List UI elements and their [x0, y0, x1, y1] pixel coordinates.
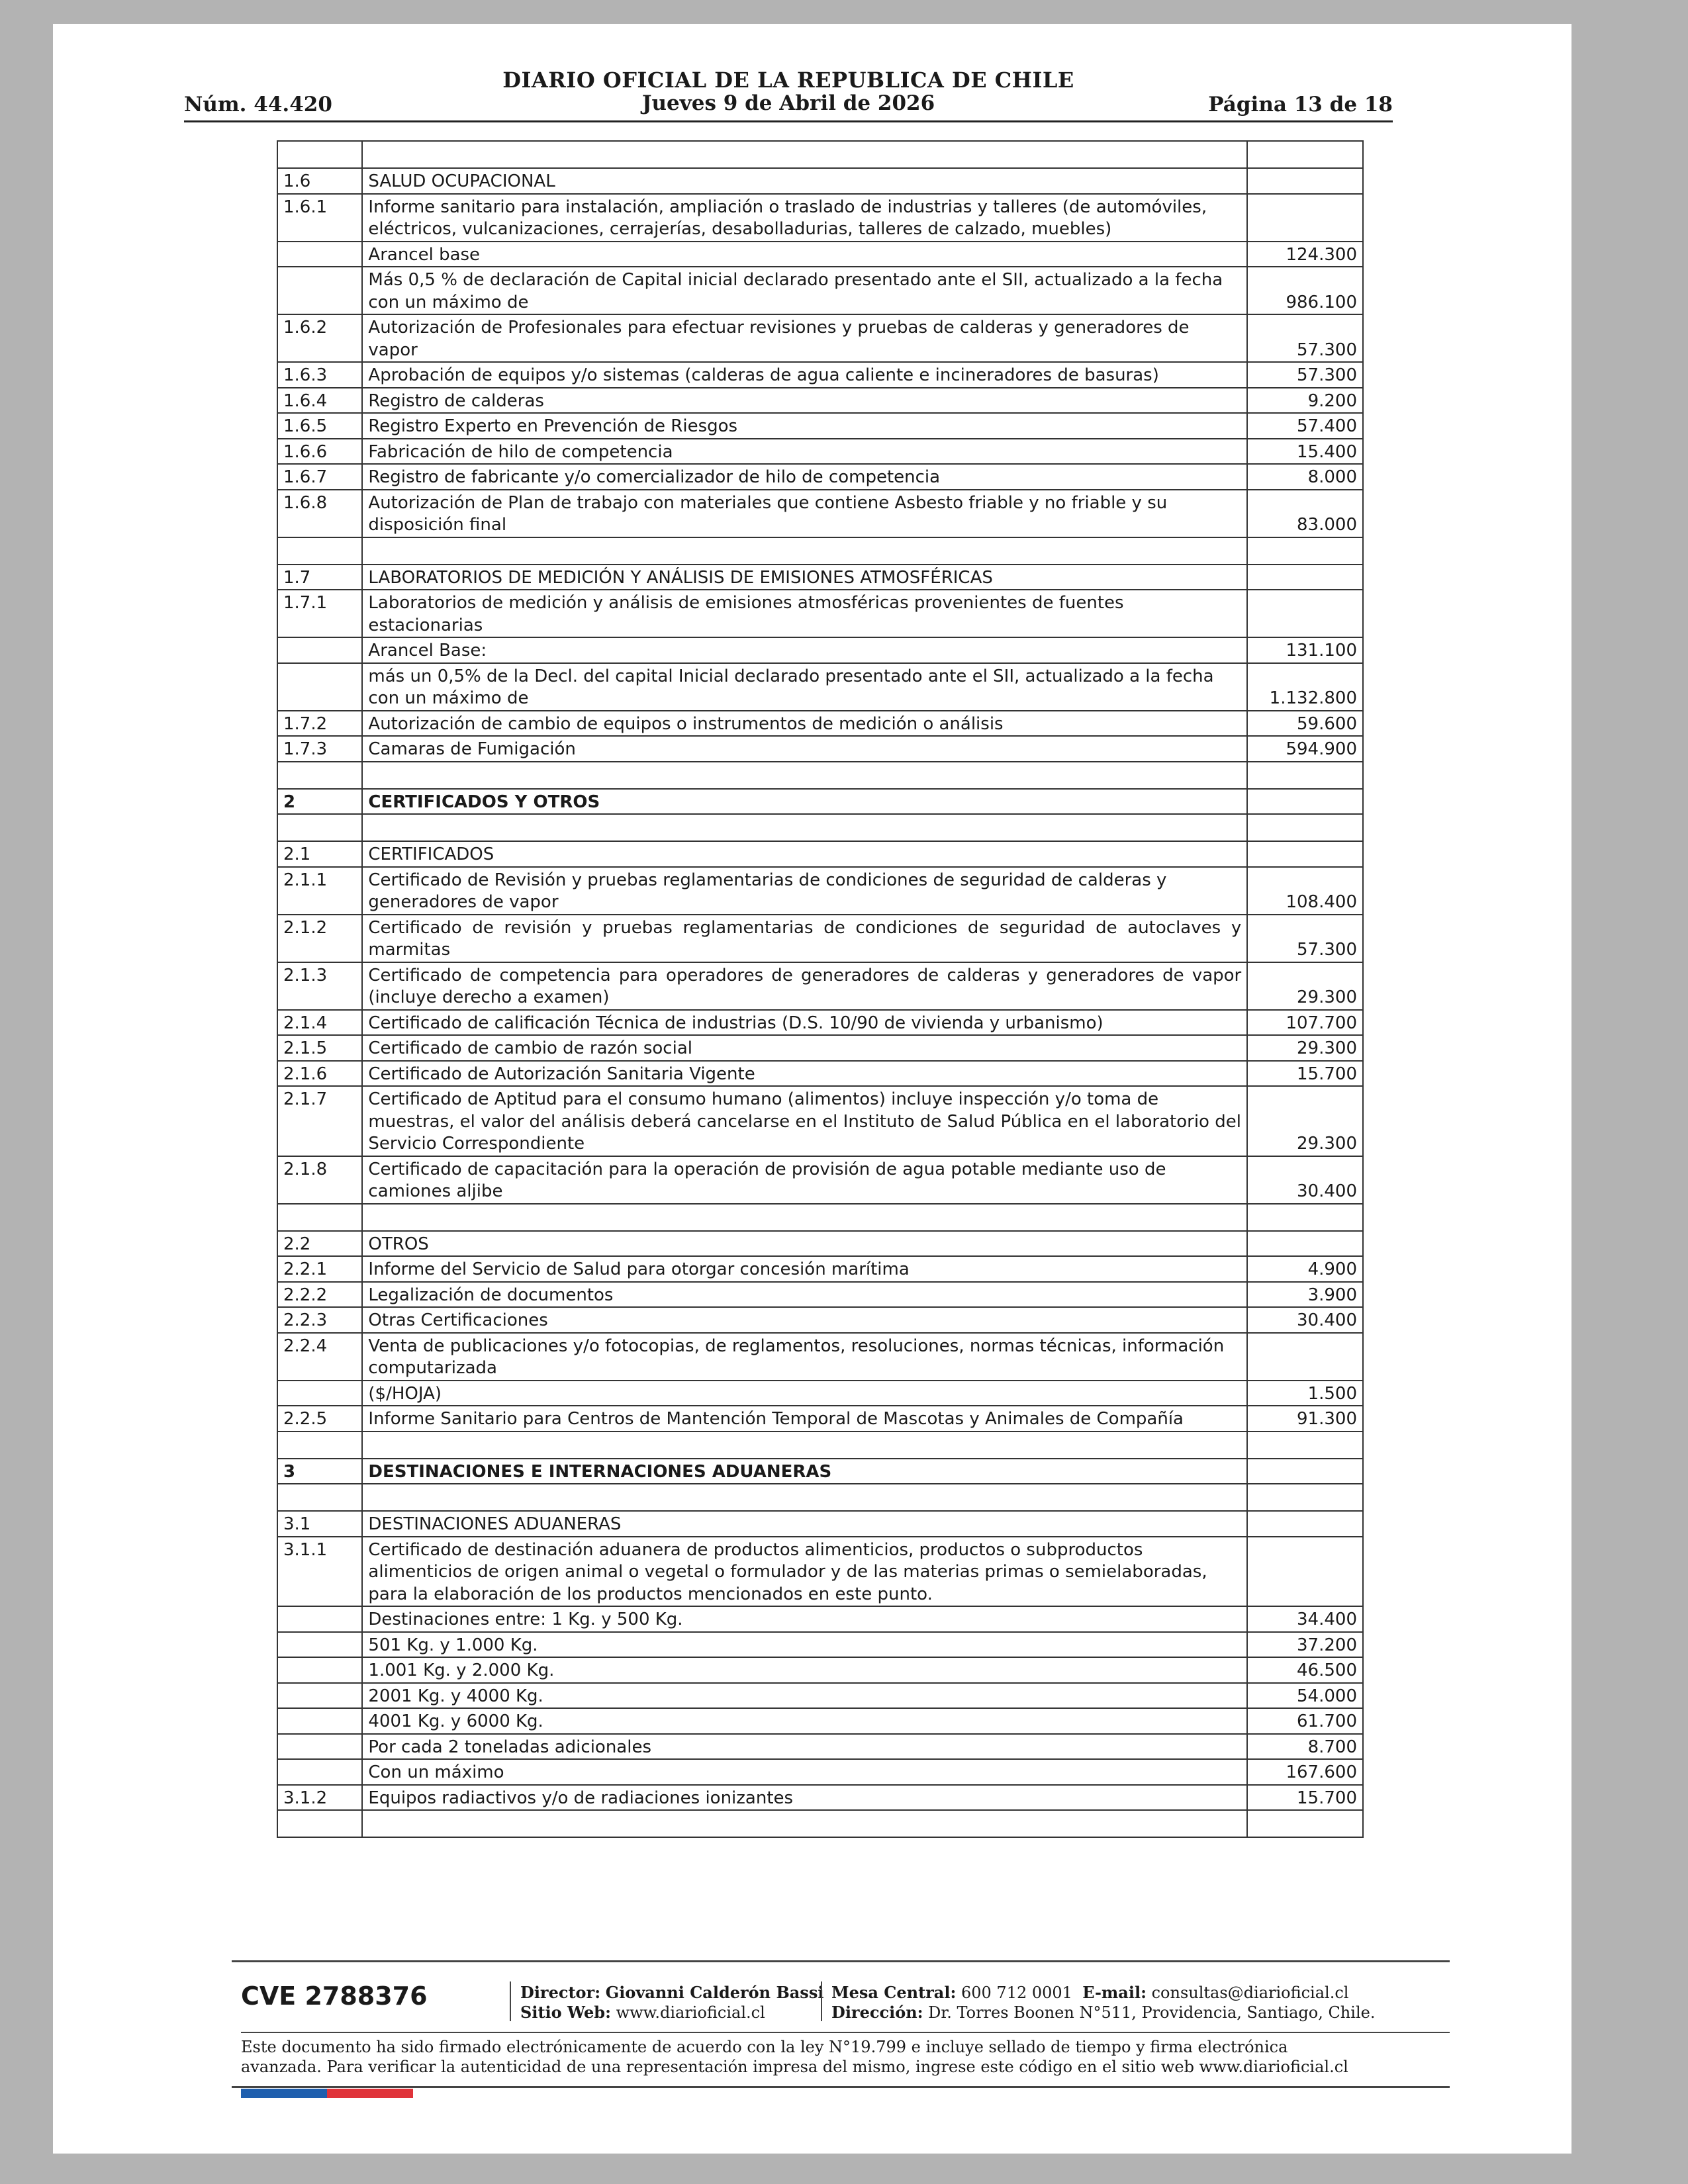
item-value-cell: 29.300 [1247, 962, 1363, 1010]
item-description-cell: Laboratorios de medición y análisis de emisiones atmosféricas provenientes de fuentes estacionarias [362, 590, 1247, 637]
table-row [277, 789, 1363, 815]
item-value-cell [1247, 762, 1363, 789]
table-row [277, 388, 1363, 414]
item-value-cell: 29.300 [1247, 1086, 1363, 1156]
item-code-cell: 1.6 [277, 168, 362, 194]
website-line [520, 2003, 823, 2023]
item-value-cell: 30.400 [1247, 1156, 1363, 1204]
item-code-cell: 1.6.1 [277, 194, 362, 242]
item-code-cell: 2.1.2 [277, 915, 362, 962]
item-code-cell [277, 663, 362, 711]
item-code-cell: 2.1.3 [277, 962, 362, 1010]
item-code-cell [277, 1683, 362, 1709]
item-description-cell: Certificado de cambio de razón social [362, 1035, 1247, 1061]
item-description-cell: Equipos radiactivos y/o de radiaciones ionizantes [362, 1785, 1247, 1811]
item-description-cell: Fabricación de hilo de competencia [362, 439, 1247, 465]
item-description-cell: Certificado de Autorización Sanitaria Vigente [362, 1061, 1247, 1087]
table-row [277, 1537, 1363, 1607]
item-description-cell: Autorización de Profesionales para efectuar revisiones y pruebas de calderas y generadores de vapor [362, 314, 1247, 362]
item-value-cell: 131.100 [1247, 637, 1363, 663]
fees-table-body [277, 141, 1363, 1837]
item-value-cell: 83.000 [1247, 490, 1363, 537]
item-code-cell: 2.2.3 [277, 1307, 362, 1333]
flag-stripe-red [327, 2089, 413, 2098]
table-row [277, 1061, 1363, 1087]
item-code-cell [277, 1759, 362, 1785]
item-value-cell: 4.900 [1247, 1256, 1363, 1282]
item-description-cell [362, 1484, 1247, 1511]
item-code-cell: 1.7.3 [277, 736, 362, 762]
table-row [277, 867, 1363, 915]
legal-notice-line-1: Este documento ha sido firmado electrónicamente de acuerdo con la ley N°19.799 e incluye sellado de tiempo y firma electrónica [241, 2038, 1288, 2056]
item-value-cell [1247, 1810, 1363, 1837]
table-row [277, 1307, 1363, 1333]
item-value-cell: 594.900 [1247, 736, 1363, 762]
item-code-cell: 3.1.2 [277, 1785, 362, 1811]
item-code-cell: 1.6.7 [277, 464, 362, 490]
item-value-cell: 3.900 [1247, 1282, 1363, 1308]
table-row [277, 1734, 1363, 1760]
page-header [184, 48, 1393, 120]
table-row [277, 1759, 1363, 1785]
item-value-cell: 8.700 [1247, 1734, 1363, 1760]
item-description-cell: Certificado de competencia para operadores de generadores de calderas y generadores de vapor (incluye derecho a examen) [362, 962, 1247, 1010]
item-value-cell [1247, 1484, 1363, 1511]
item-description-cell: SALUD OCUPACIONAL [362, 168, 1247, 194]
table-row-empty [277, 762, 1363, 789]
item-code-cell [277, 1734, 362, 1760]
item-value-cell: 34.400 [1247, 1606, 1363, 1632]
website-link[interactable]: www.diarioficial.cl [616, 2003, 765, 2022]
item-description-cell: Más 0,5 % de declaración de Capital inicial declarado presentado ante el SII, actualizado a la fecha con un máximo de [362, 267, 1247, 314]
table-row [277, 1657, 1363, 1683]
item-value-cell: 1.500 [1247, 1381, 1363, 1406]
item-description-cell: DESTINACIONES ADUANERAS [362, 1511, 1247, 1537]
item-code-cell [277, 537, 362, 565]
table-row [277, 1156, 1363, 1204]
table-row [277, 711, 1363, 737]
item-value-cell [1247, 168, 1363, 194]
item-code-cell [277, 141, 362, 168]
item-value-cell [1247, 1511, 1363, 1537]
item-description-cell: más un 0,5% de la Decl. del capital Inicial declarado presentado ante el SII, actualizado a la fecha con un máximo de [362, 663, 1247, 711]
flag-stripe-blue [241, 2089, 327, 2098]
table-row [277, 439, 1363, 465]
director-line [520, 1983, 823, 2003]
item-description-cell: Informe Sanitario para Centros de Mantención Temporal de Mascotas y Animales de Compañía [362, 1406, 1247, 1432]
table-row [277, 413, 1363, 439]
footer-contact-block [831, 1983, 1375, 2023]
item-description-cell: Camaras de Fumigación [362, 736, 1247, 762]
item-code-cell [277, 1204, 362, 1231]
table-row [277, 1511, 1363, 1537]
item-description-cell: CERTIFICADOS [362, 841, 1247, 867]
item-description-cell [362, 1810, 1247, 1837]
table-row-empty [277, 1810, 1363, 1837]
footer-middle-rule [241, 2032, 1450, 2033]
item-description-cell [362, 141, 1247, 168]
item-value-cell [1247, 194, 1363, 242]
footer-separator [510, 1981, 511, 2021]
item-value-cell: 124.300 [1247, 242, 1363, 267]
item-code-cell [277, 814, 362, 841]
address-text: Dr. Torres Boonen N°511, Providencia, Santiago, Chile. [928, 2003, 1376, 2022]
item-description-cell [362, 1432, 1247, 1459]
item-code-cell: 3.1 [277, 1511, 362, 1537]
table-row [277, 1708, 1363, 1734]
item-value-cell: 59.600 [1247, 711, 1363, 737]
issue-number: Núm. 44.420 [184, 93, 332, 116]
item-value-cell: 91.300 [1247, 1406, 1363, 1432]
table-row-empty [277, 537, 1363, 565]
item-description-cell: Informe sanitario para instalación, ampliación o traslado de industrias y talleres (de automóviles, eléctricos, vulcanizaciones, cerrajerías, desabolladurias, talleres de calzado, muebles) [362, 194, 1247, 242]
table-row [277, 1785, 1363, 1811]
item-description-cell: 501 Kg. y 1.000 Kg. [362, 1632, 1247, 1658]
table-row [277, 490, 1363, 537]
item-code-cell: 2.1.5 [277, 1035, 362, 1061]
item-value-cell [1247, 590, 1363, 637]
item-value-cell: 37.200 [1247, 1632, 1363, 1658]
item-code-cell: 1.6.2 [277, 314, 362, 362]
item-code-cell [277, 1632, 362, 1658]
item-value-cell: 61.700 [1247, 1708, 1363, 1734]
table-row [277, 194, 1363, 242]
item-code-cell: 2.1.6 [277, 1061, 362, 1087]
item-value-cell: 108.400 [1247, 867, 1363, 915]
item-value-cell [1247, 1231, 1363, 1257]
table-row [277, 1459, 1363, 1484]
item-code-cell [277, 242, 362, 267]
table-row [277, 1256, 1363, 1282]
item-code-cell [277, 1432, 362, 1459]
director-label: Director: [520, 1983, 601, 2002]
item-value-cell: 54.000 [1247, 1683, 1363, 1709]
legal-notice-line-2: avanzada. Para verificar la autenticidad de una representación impresa del mismo, ingrese este código en el sitio web www.diarioficial.cl [241, 2058, 1348, 2076]
item-code-cell: 1.6.5 [277, 413, 362, 439]
item-description-cell: Legalización de documentos [362, 1282, 1247, 1308]
item-value-cell: 986.100 [1247, 267, 1363, 314]
item-description-cell: Aprobación de equipos y/o sistemas (calderas de agua caliente e incineradores de basuras) [362, 362, 1247, 388]
item-code-cell: 3.1.1 [277, 1537, 362, 1607]
item-value-cell [1247, 141, 1363, 168]
phone-label: Mesa Central: [831, 1983, 957, 2002]
table-row [277, 841, 1363, 867]
item-description-cell: CERTIFICADOS Y OTROS [362, 789, 1247, 815]
item-description-cell [362, 537, 1247, 565]
item-code-cell: 2.1.4 [277, 1010, 362, 1036]
footer-top-rule [232, 1960, 1450, 1962]
table-row-empty [277, 1432, 1363, 1459]
table-row [277, 1333, 1363, 1381]
item-value-cell: 167.600 [1247, 1759, 1363, 1785]
item-code-cell [277, 1708, 362, 1734]
item-description-cell: Certificado de calificación Técnica de industrias (D.S. 10/90 de vivienda y urbanismo) [362, 1010, 1247, 1036]
table-row [277, 1282, 1363, 1308]
item-value-cell: 57.300 [1247, 915, 1363, 962]
item-code-cell [277, 1657, 362, 1683]
item-value-cell: 9.200 [1247, 388, 1363, 414]
table-row [277, 168, 1363, 194]
item-description-cell: Certificado de capacitación para la operación de provisión de agua potable mediante uso de camiones aljibe [362, 1156, 1247, 1204]
item-value-cell: 15.400 [1247, 439, 1363, 465]
item-value-cell [1247, 814, 1363, 841]
table-row [277, 1606, 1363, 1632]
item-value-cell: 57.300 [1247, 362, 1363, 388]
item-value-cell: 57.400 [1247, 413, 1363, 439]
item-code-cell: 2.2.4 [277, 1333, 362, 1381]
item-code-cell: 2 [277, 789, 362, 815]
item-code-cell: 2.1.1 [277, 867, 362, 915]
item-description-cell: Por cada 2 toneladas adicionales [362, 1734, 1247, 1760]
item-value-cell [1247, 565, 1363, 590]
item-description-cell: Registro de fabricante y/o comercializador de hilo de competencia [362, 464, 1247, 490]
table-row [277, 1406, 1363, 1432]
item-description-cell: ($/HOJA) [362, 1381, 1247, 1406]
table-row [277, 663, 1363, 711]
fees-table [277, 140, 1364, 1838]
table-row [277, 736, 1363, 762]
director-name: Giovanni Calderón Bassi [605, 1983, 824, 2002]
item-code-cell [277, 1606, 362, 1632]
item-value-cell [1247, 789, 1363, 815]
item-description-cell: Arancel base [362, 242, 1247, 267]
table-row [277, 362, 1363, 388]
footer-separator [821, 1981, 822, 2021]
table-row [277, 565, 1363, 590]
item-code-cell: 1.6.4 [277, 388, 362, 414]
item-value-cell [1247, 1204, 1363, 1231]
item-description-cell: Autorización de Plan de trabajo con materiales que contiene Asbesto friable y no friable y su disposición final [362, 490, 1247, 537]
item-description-cell: 2001 Kg. y 4000 Kg. [362, 1683, 1247, 1709]
item-description-cell: Registro de calderas [362, 388, 1247, 414]
item-value-cell: 1.132.800 [1247, 663, 1363, 711]
table-row [277, 314, 1363, 362]
item-value-cell [1247, 1333, 1363, 1381]
item-description-cell: Destinaciones entre: 1 Kg. y 500 Kg. [362, 1606, 1247, 1632]
item-description-cell: OTROS [362, 1231, 1247, 1257]
table-row [277, 1381, 1363, 1406]
item-value-cell [1247, 537, 1363, 565]
item-description-cell: Certificado de Revisión y pruebas reglamentarias de condiciones de seguridad de calderas y generadores de vapor [362, 867, 1247, 915]
item-value-cell: 107.700 [1247, 1010, 1363, 1036]
item-code-cell: 2.2 [277, 1231, 362, 1257]
table-row [277, 1035, 1363, 1061]
table-row [277, 915, 1363, 962]
table-row [277, 1086, 1363, 1156]
footer-bottom-rule [232, 2086, 1450, 2088]
cve-code: CVE 2788376 [241, 1981, 428, 2011]
contact-line [831, 1983, 1375, 2003]
table-row-empty [277, 1484, 1363, 1511]
item-value-cell [1247, 1432, 1363, 1459]
item-code-cell [277, 1810, 362, 1837]
header-rule [184, 120, 1393, 122]
table-row [277, 1683, 1363, 1709]
website-label: Sitio Web: [520, 2003, 611, 2022]
item-code-cell: 2.2.1 [277, 1256, 362, 1282]
item-code-cell: 1.6.8 [277, 490, 362, 537]
table-row [277, 962, 1363, 1010]
item-description-cell: Con un máximo [362, 1759, 1247, 1785]
item-description-cell: DESTINACIONES E INTERNACIONES ADUANERAS [362, 1459, 1247, 1484]
item-code-cell: 3 [277, 1459, 362, 1484]
table-row-empty [277, 141, 1363, 168]
item-value-cell [1247, 841, 1363, 867]
item-description-cell: 1.001 Kg. y 2.000 Kg. [362, 1657, 1247, 1683]
item-code-cell: 1.7.2 [277, 711, 362, 737]
phone-number: 600 712 0001 [961, 1983, 1072, 2002]
item-description-cell: Informe del Servicio de Salud para otorgar concesión marítima [362, 1256, 1247, 1282]
item-code-cell [277, 267, 362, 314]
table-row [277, 590, 1363, 637]
item-description-cell: 4001 Kg. y 6000 Kg. [362, 1708, 1247, 1734]
item-code-cell: 2.1 [277, 841, 362, 867]
item-description-cell [362, 814, 1247, 841]
item-description-cell: Otras Certificaciones [362, 1307, 1247, 1333]
item-description-cell [362, 1204, 1247, 1231]
table-row [277, 242, 1363, 267]
item-description-cell: Certificado de Aptitud para el consumo humano (alimentos) incluye inspección y/o toma de muestras, el valor del análisis deberá cancelarse en el Instituto de Salud Pública en el laboratorio del Servicio Correspondiente [362, 1086, 1247, 1156]
table-row [277, 1010, 1363, 1036]
table-row-empty [277, 814, 1363, 841]
item-value-cell: 57.300 [1247, 314, 1363, 362]
item-description-cell: Certificado de revisión y pruebas reglamentarias de condiciones de seguridad de autoclaves y marmitas [362, 915, 1247, 962]
item-description-cell: Autorización de cambio de equipos o instrumentos de medición o análisis [362, 711, 1247, 737]
table-row [277, 1632, 1363, 1658]
item-description-cell: Arancel Base: [362, 637, 1247, 663]
item-code-cell [277, 1484, 362, 1511]
item-description-cell: LABORATORIOS DE MEDICIÓN Y ANÁLISIS DE EMISIONES ATMOSFÉRICAS [362, 565, 1247, 590]
item-code-cell: 1.6.3 [277, 362, 362, 388]
item-value-cell [1247, 1459, 1363, 1484]
item-code-cell [277, 762, 362, 789]
email-link[interactable]: consultas@diarioficial.cl [1151, 1983, 1349, 2002]
page-footer [179, 1960, 1450, 2132]
issue-date: Jueves 9 de Abril de 2026 [641, 91, 935, 115]
table-row [277, 1231, 1363, 1257]
item-code-cell [277, 1381, 362, 1406]
item-code-cell: 2.2.2 [277, 1282, 362, 1308]
legal-notice [241, 2037, 1446, 2077]
item-code-cell: 2.1.8 [277, 1156, 362, 1204]
table-row [277, 267, 1363, 314]
item-value-cell [1247, 1537, 1363, 1607]
footer-director-block [520, 1983, 823, 2023]
item-code-cell: 2.2.5 [277, 1406, 362, 1432]
item-code-cell: 1.7 [277, 565, 362, 590]
item-value-cell: 29.300 [1247, 1035, 1363, 1061]
item-description-cell: Certificado de destinación aduanera de productos alimenticios, productos o subproductos alimenticios de origen animal o vegetal o formulador y de las materias primas o semielaboradas, para la elaboración de los productos mencionados en este punto. [362, 1537, 1247, 1607]
item-code-cell: 1.6.6 [277, 439, 362, 465]
item-code-cell [277, 637, 362, 663]
table-row [277, 464, 1363, 490]
newspaper-title: DIARIO OFICIAL DE LA REPUBLICA DE CHILE [502, 68, 1074, 93]
item-value-cell: 15.700 [1247, 1061, 1363, 1087]
item-description-cell: Registro Experto en Prevención de Riesgos [362, 413, 1247, 439]
email-label: E-mail: [1082, 1983, 1147, 2002]
item-code-cell: 1.7.1 [277, 590, 362, 637]
item-value-cell: 46.500 [1247, 1657, 1363, 1683]
item-description-cell: Venta de publicaciones y/o fotocopias, de reglamentos, resoluciones, normas técnicas, información computarizada [362, 1333, 1247, 1381]
item-code-cell: 2.1.7 [277, 1086, 362, 1156]
page-number: Página 13 de 18 [1208, 93, 1393, 116]
address-line [831, 2003, 1375, 2023]
item-value-cell: 15.700 [1247, 1785, 1363, 1811]
item-value-cell: 30.400 [1247, 1307, 1363, 1333]
item-description-cell [362, 762, 1247, 789]
item-value-cell: 8.000 [1247, 464, 1363, 490]
address-label: Dirección: [831, 2003, 923, 2022]
table-row [277, 637, 1363, 663]
table-row-empty [277, 1204, 1363, 1231]
